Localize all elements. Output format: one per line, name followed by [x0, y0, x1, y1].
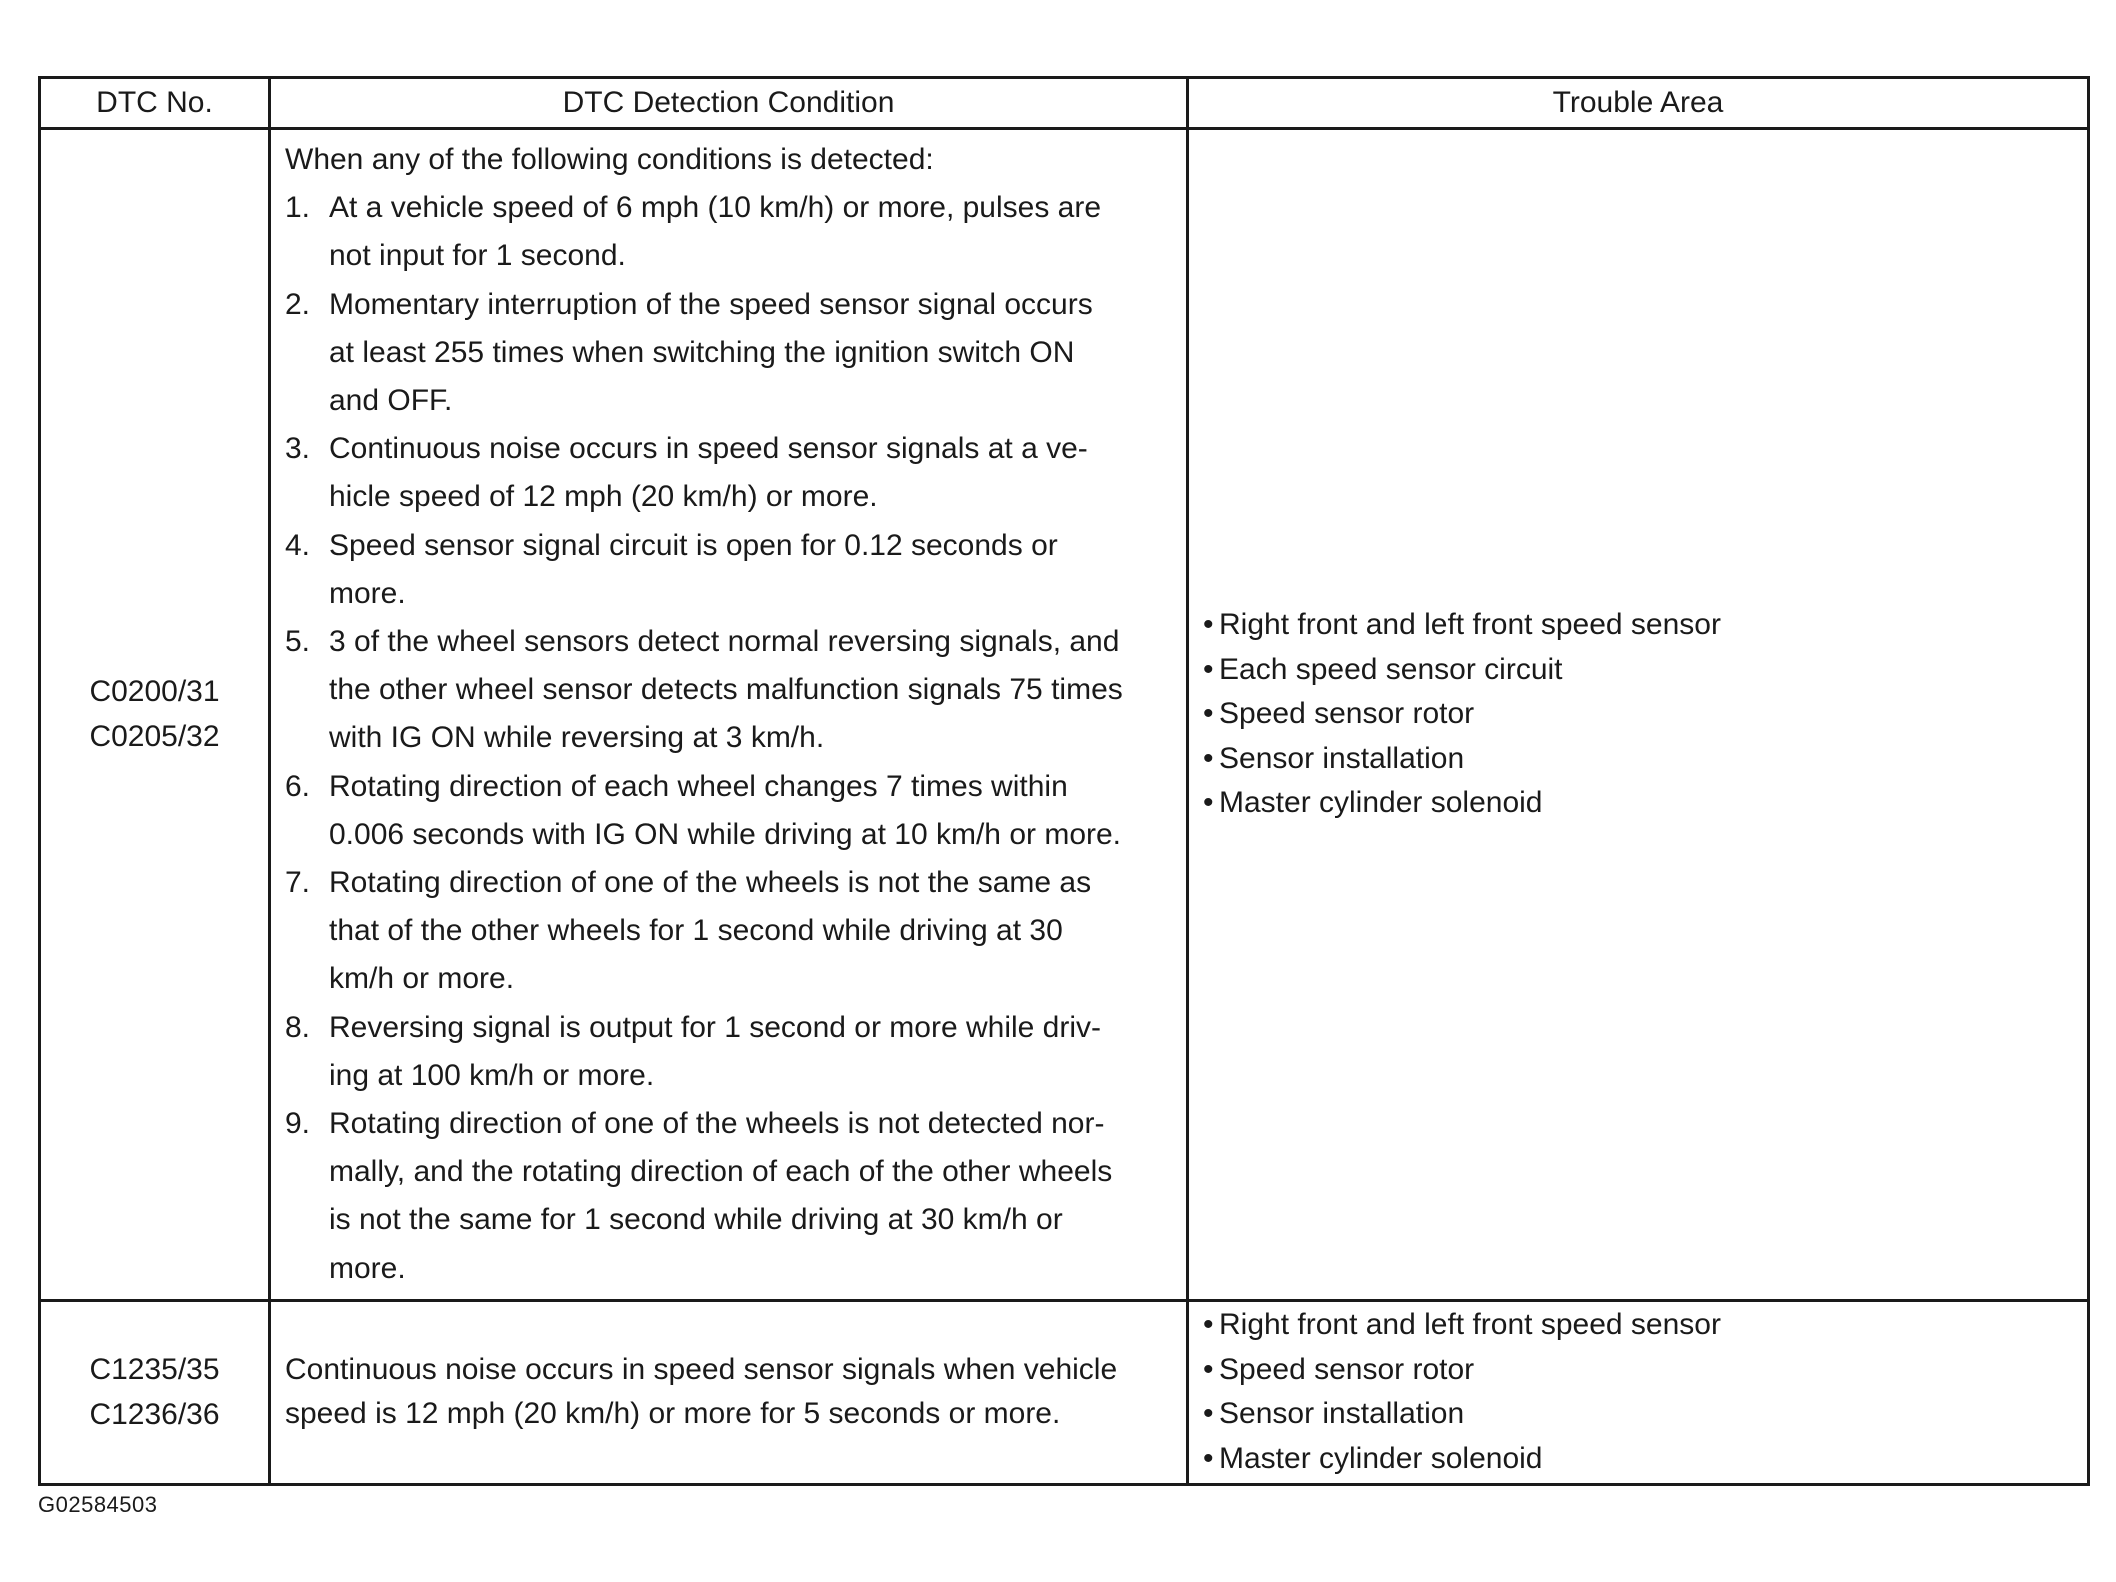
condition-line: mally, and the rotating direction of each of the other wheels: [329, 1155, 1113, 1189]
trouble-area-item: [1203, 781, 2073, 826]
condition-line: At a vehicle speed of 6 mph (10 km/h) or more, pulses are: [329, 191, 1102, 225]
trouble-area-text: Each speed sensor circuit: [1219, 652, 1563, 686]
dtc-code: C1236/36: [89, 1398, 220, 1432]
trouble-area-text: Master cylinder solenoid: [1219, 786, 1543, 820]
condition-number: 1.: [285, 191, 311, 225]
condition-text: [329, 618, 1172, 763]
table-header: [40, 78, 2089, 129]
condition-line: is not the same for 1 second while driving at 30 km/h or: [329, 1203, 1063, 1237]
condition-text: [329, 522, 1172, 618]
trouble-area-list: [1203, 603, 2073, 826]
condition-number: 4.: [285, 528, 311, 562]
condition-number: 6.: [285, 769, 311, 803]
condition-line: Speed sensor signal circuit is open for 0.12 seconds or: [329, 528, 1058, 562]
condition-line: ing at 100 km/h or more.: [329, 1058, 655, 1092]
dtc-code: C1235/35: [89, 1353, 220, 1387]
trouble-area-item: [1203, 648, 2073, 693]
header-dtc-no: DTC No.: [40, 78, 270, 129]
condition-item: [285, 281, 1172, 426]
condition-item: [285, 763, 1172, 859]
condition-line: Continuous noise occurs in speed sensor signals when vehicle: [285, 1353, 1118, 1387]
condition-number: 3.: [285, 432, 311, 466]
condition-item: [285, 425, 1172, 521]
condition-text: [329, 1004, 1172, 1100]
condition-line: km/h or more.: [329, 962, 515, 996]
bullet-icon: •: [1203, 1397, 1214, 1431]
condition-line: Rotating direction of one of the wheels is not the same as: [329, 866, 1092, 900]
condition-line: Momentary interruption of the speed sensor signal occurs: [329, 287, 1093, 321]
condition-number: 5.: [285, 625, 311, 659]
trouble-area-text: Speed sensor rotor: [1219, 1352, 1475, 1386]
trouble-area-item: [1203, 603, 2073, 648]
condition-line: not input for 1 second.: [329, 239, 626, 273]
trouble-area-item: [1203, 737, 2073, 782]
header-row: [40, 78, 2089, 129]
condition-item: [285, 522, 1172, 618]
trouble-area-text: Sensor installation: [1219, 1397, 1465, 1431]
condition-item: [285, 1004, 1172, 1100]
table-row: [40, 129, 2089, 1301]
condition-number: 9.: [285, 1107, 311, 1141]
bullet-icon: •: [1203, 1441, 1214, 1475]
condition-line: Continuous noise occurs in speed sensor signals at a ve-: [329, 432, 1088, 466]
trouble-area-cell: [1188, 129, 2089, 1301]
dtc-code: C0200/31: [89, 675, 220, 709]
condition-text: [329, 859, 1172, 1004]
header-detection-condition: DTC Detection Condition: [270, 78, 1188, 129]
condition-text: [329, 425, 1172, 521]
bullet-icon: •: [1203, 1352, 1214, 1386]
bullet-icon: •: [1203, 741, 1214, 775]
condition-line: Reversing signal is output for 1 second or more while driv-: [329, 1010, 1102, 1044]
header-trouble-area: Trouble Area: [1188, 78, 2089, 129]
detection-condition-cell: [270, 129, 1188, 1301]
trouble-area-item: [1203, 1392, 2073, 1437]
condition-line: at least 255 times when switching the ignition switch ON: [329, 335, 1075, 369]
condition-item: [285, 184, 1172, 280]
table-row: [40, 1300, 2089, 1484]
condition-line: Rotating direction of each wheel changes 7 times within: [329, 769, 1068, 803]
condition-line: more.: [329, 1251, 406, 1285]
bullet-icon: •: [1203, 1308, 1214, 1342]
condition-text: [329, 281, 1172, 426]
trouble-area-text: Right front and left front speed sensor: [1219, 608, 1721, 642]
condition-number: 2.: [285, 287, 311, 321]
condition-line: 3 of the wheel sensors detect normal reversing signals, and: [329, 625, 1120, 659]
condition-number: 7.: [285, 866, 311, 900]
condition-line: with IG ON while reversing at 3 km/h.: [329, 721, 825, 755]
dtc-code-cell: [40, 1300, 270, 1484]
trouble-area-text: Right front and left front speed sensor: [1219, 1308, 1721, 1342]
dtc-code: C0205/32: [89, 720, 220, 754]
bullet-icon: •: [1203, 652, 1214, 686]
condition-text: [329, 763, 1172, 859]
dtc-table: [38, 76, 2090, 1486]
condition-line: speed is 12 mph (20 km/h) or more for 5 seconds or more.: [285, 1397, 1061, 1431]
trouble-area-text: Speed sensor rotor: [1219, 697, 1475, 731]
condition-intro: When any of the following conditions is detected:: [285, 143, 934, 176]
condition-list: [285, 184, 1172, 1293]
bullet-icon: •: [1203, 608, 1214, 642]
condition-line: hicle speed of 12 mph (20 km/h) or more.: [329, 480, 878, 514]
condition-line: Rotating direction of one of the wheels is not detected nor-: [329, 1107, 1105, 1141]
trouble-area-item: [1203, 1437, 2073, 1482]
trouble-area-item: [1203, 1348, 2073, 1393]
trouble-area-text: Sensor installation: [1219, 741, 1465, 775]
trouble-area-text: Master cylinder solenoid: [1219, 1441, 1543, 1475]
bullet-icon: •: [1203, 697, 1214, 731]
condition-text: [329, 184, 1172, 280]
trouble-area-item: [1203, 692, 2073, 737]
figure-id: G02584503: [38, 1492, 158, 1517]
condition-text: [329, 1100, 1172, 1293]
condition-number: 8.: [285, 1010, 311, 1044]
trouble-area-item: [1203, 1303, 2073, 1348]
dtc-code-cell: [40, 129, 270, 1301]
condition-item: [285, 618, 1172, 763]
trouble-area-list: [1203, 1303, 2073, 1481]
condition-line: 0.006 seconds with IG ON while driving at 10 km/h or more.: [329, 817, 1122, 851]
trouble-area-cell: [1188, 1300, 2089, 1484]
condition-line: the other wheel sensor detects malfunction signals 75 times: [329, 673, 1123, 707]
condition-item: [285, 859, 1172, 1004]
detection-condition-cell: [270, 1300, 1188, 1484]
condition-line: more.: [329, 576, 406, 610]
condition-line: and OFF.: [329, 384, 453, 418]
condition-item: [285, 1100, 1172, 1293]
condition-line: that of the other wheels for 1 second while driving at 30: [329, 914, 1063, 948]
bullet-icon: •: [1203, 786, 1214, 820]
